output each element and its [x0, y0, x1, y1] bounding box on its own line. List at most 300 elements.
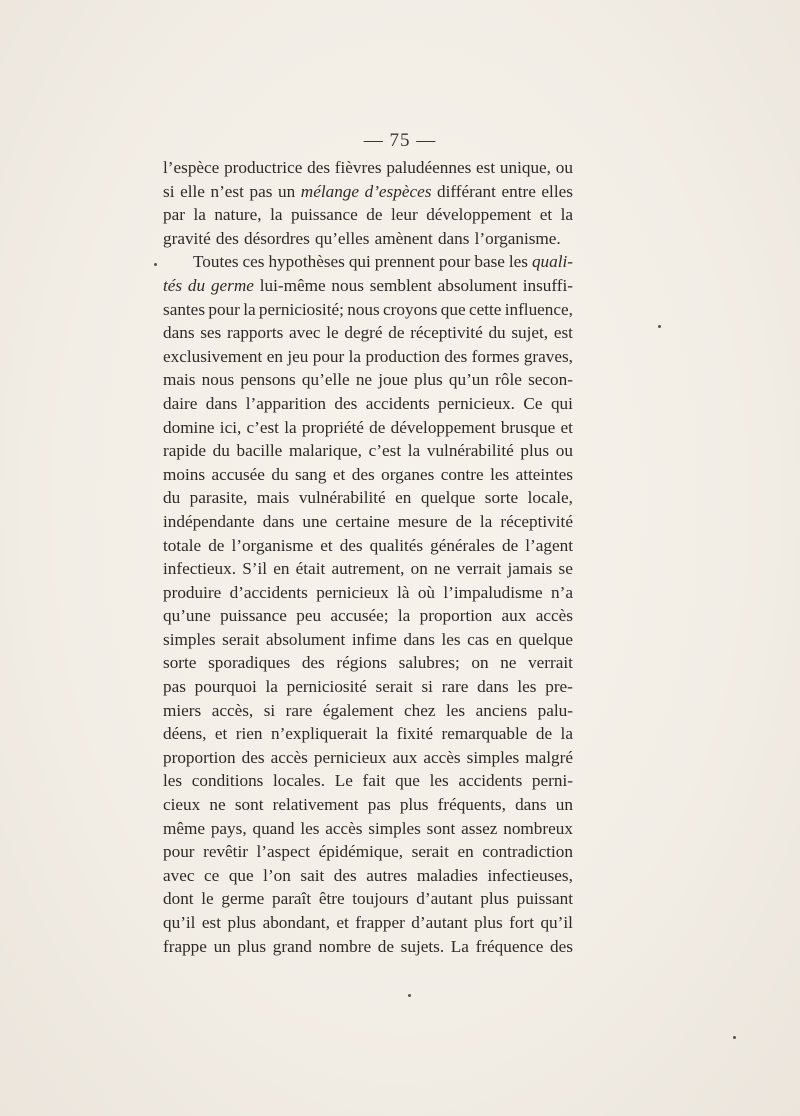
word: accès	[423, 747, 461, 767]
word: germe	[221, 889, 265, 909]
word: la	[193, 205, 206, 225]
word: rare	[441, 677, 469, 697]
italic-word: quali-	[531, 252, 573, 272]
word: les	[446, 700, 466, 720]
word: et	[336, 913, 349, 932]
word: degré	[344, 323, 383, 343]
word: quand	[252, 818, 295, 838]
word: qu’elles	[315, 228, 370, 248]
word: l’espèce	[163, 158, 220, 177]
word: de	[535, 724, 553, 744]
word: par	[163, 205, 185, 225]
word: leur	[390, 205, 418, 225]
word: semblent	[369, 275, 432, 295]
word: si	[163, 181, 175, 201]
word: pour	[312, 346, 345, 366]
word: qu’un	[448, 370, 489, 390]
word: accès	[535, 606, 573, 626]
word: revêtir	[203, 842, 248, 862]
word: en	[266, 346, 283, 366]
word: un	[213, 936, 231, 956]
word: de	[366, 205, 383, 225]
text-line	[163, 864, 573, 888]
text-line	[163, 368, 573, 392]
word: la	[270, 205, 283, 225]
word: joue	[378, 370, 408, 390]
word: ne	[434, 559, 451, 579]
word: la	[284, 417, 297, 437]
word: malarique,	[288, 441, 362, 461]
text-line	[163, 250, 573, 274]
word: amènent	[374, 228, 433, 248]
word: et	[560, 417, 573, 437]
text-line	[163, 581, 573, 605]
word: des	[351, 464, 375, 484]
word: accusée	[211, 464, 265, 484]
word: pernicieux	[316, 582, 389, 602]
word: paludéennes	[386, 158, 472, 177]
word: locales.	[273, 771, 326, 791]
text-line	[163, 817, 573, 841]
word: sont	[426, 818, 456, 838]
word: sang	[294, 464, 327, 484]
word: palu-	[537, 700, 573, 720]
word: nature,	[214, 205, 262, 225]
word: plus	[414, 370, 443, 390]
word: que	[228, 865, 254, 885]
word: c’est	[246, 417, 279, 437]
word: une	[302, 511, 328, 531]
text-line	[163, 675, 573, 699]
word: puissant	[516, 889, 573, 909]
word: grand	[272, 936, 312, 956]
word: relativement	[272, 795, 359, 815]
word: pas	[163, 677, 186, 697]
word: de	[208, 535, 225, 555]
word: dans	[403, 629, 435, 649]
word: là	[397, 582, 410, 602]
word: fait	[362, 771, 386, 791]
word: moins	[163, 464, 206, 484]
word: l’organisme	[231, 535, 314, 555]
word: secon-	[528, 370, 573, 390]
word: est	[553, 323, 573, 343]
word: nous	[201, 370, 235, 390]
margin-speck	[658, 325, 661, 328]
word: fort	[509, 913, 534, 932]
word: de	[369, 417, 386, 437]
word: dont	[163, 889, 194, 909]
word: influence,	[504, 299, 573, 319]
word: Le	[334, 771, 353, 791]
word: l’on	[263, 865, 291, 885]
word: n’est	[210, 181, 244, 201]
word: nous	[331, 275, 364, 295]
text-line	[163, 392, 573, 416]
word: parasite,	[189, 488, 248, 508]
word: réceptivité	[500, 511, 573, 531]
text-line	[163, 935, 573, 959]
word: domine	[163, 417, 215, 437]
word: développement	[426, 205, 532, 225]
word: pas	[249, 181, 273, 201]
word: serait	[375, 677, 413, 697]
word: pour	[438, 252, 471, 272]
word: formes	[471, 346, 520, 366]
word: accès,	[211, 700, 254, 720]
word: nombreux	[503, 818, 573, 838]
word: jamais	[507, 559, 553, 579]
word: proportion	[163, 747, 236, 767]
text-line	[163, 840, 573, 864]
word: en	[273, 559, 290, 579]
word: locale,	[527, 488, 573, 508]
word: des	[444, 346, 468, 366]
word: régions	[336, 653, 387, 673]
word: du	[212, 441, 230, 461]
word: puissance	[220, 606, 287, 626]
word: infime	[351, 629, 397, 649]
word: organes	[381, 464, 435, 484]
word: base	[474, 252, 505, 272]
word: pernicieux.	[438, 393, 515, 413]
word: rôle	[495, 370, 522, 390]
word: dans	[262, 511, 295, 531]
word: quelque	[420, 488, 476, 508]
word: les	[517, 677, 537, 697]
word: la	[265, 677, 278, 697]
word: n’expliquerait	[270, 724, 368, 744]
word: la	[348, 346, 362, 366]
word: abondant,	[262, 913, 330, 932]
word: elle	[180, 181, 205, 201]
word: qu’elle	[301, 370, 350, 390]
word: ce	[204, 865, 220, 885]
word: bacille	[236, 441, 283, 461]
word: la	[479, 511, 493, 531]
margin-speck	[154, 263, 157, 266]
italic-word: tés	[163, 275, 183, 295]
text-line	[163, 651, 573, 675]
body-text	[163, 156, 573, 958]
word: l’aspect	[256, 842, 310, 862]
word: frappe	[163, 936, 207, 956]
word: des	[550, 936, 573, 956]
text-line	[163, 439, 573, 463]
word: ne	[209, 795, 226, 815]
word: mais	[256, 488, 290, 508]
word: la	[407, 441, 421, 461]
word: plus	[480, 889, 509, 909]
word: en	[395, 488, 412, 508]
word: aux	[392, 747, 418, 767]
word: des	[334, 393, 358, 413]
word: lui-même	[259, 275, 326, 295]
word: et	[332, 464, 346, 484]
word: serait	[222, 629, 260, 649]
word: également	[322, 700, 394, 720]
word: autres	[366, 865, 408, 885]
text-line	[163, 628, 573, 652]
word: on	[471, 653, 489, 673]
word: rapide	[163, 441, 206, 461]
word: accidents	[458, 771, 523, 791]
word: rare	[285, 700, 313, 720]
word: atteintes	[515, 464, 573, 484]
word: vulnérabilité	[426, 441, 514, 461]
word: salubres;	[398, 653, 460, 673]
word: accès	[270, 747, 308, 767]
word: frapper	[355, 913, 405, 932]
word: qui	[348, 252, 371, 272]
page-number: — 75 —	[363, 130, 437, 151]
word: développement	[390, 417, 496, 437]
word: quelque	[518, 629, 573, 649]
word: des	[241, 747, 265, 767]
word: si	[421, 677, 433, 697]
word: l’organisme.	[474, 228, 561, 248]
word: fixité	[396, 724, 434, 744]
word: prennent	[374, 252, 435, 272]
word: ici,	[219, 417, 242, 437]
word: infectieux.	[163, 559, 237, 579]
word: réceptivité	[410, 323, 483, 343]
word: en	[457, 842, 474, 862]
word: d’accidents	[229, 582, 308, 602]
word: production	[365, 346, 440, 366]
word: sporadiques	[208, 653, 291, 673]
text-line	[163, 203, 573, 227]
word: pour	[208, 299, 240, 319]
word: aux	[501, 606, 527, 626]
word: les	[300, 818, 320, 838]
word: hypothèses	[268, 252, 345, 272]
word: désordres	[243, 228, 310, 248]
word: du	[163, 488, 181, 508]
word: dans	[205, 393, 238, 413]
word: de	[455, 511, 472, 531]
text-line	[163, 887, 573, 911]
word: plus	[520, 441, 550, 461]
text-line	[163, 321, 573, 345]
word: simples	[368, 818, 421, 838]
word: anciens	[475, 700, 528, 720]
word: santes	[163, 299, 206, 319]
word: un	[278, 181, 296, 201]
word: qu’il	[540, 913, 573, 932]
text-line	[163, 557, 573, 581]
word: plus	[227, 913, 257, 932]
word: certaine	[335, 511, 390, 531]
word: qui	[550, 393, 573, 413]
word: cas	[467, 629, 490, 649]
word: si	[263, 700, 276, 720]
word: sujets.	[400, 936, 445, 956]
word: qu’une	[163, 606, 211, 626]
word: était	[295, 559, 326, 579]
word: absolument	[265, 629, 346, 649]
word: miers	[163, 700, 202, 720]
text-line	[163, 722, 573, 746]
word: pas	[367, 795, 391, 815]
word: les	[441, 629, 461, 649]
word: ou	[555, 158, 573, 177]
word: pays,	[210, 818, 247, 838]
word: accès	[325, 818, 363, 838]
word: différant	[437, 181, 496, 201]
word: chez	[404, 700, 436, 720]
word: plus	[474, 913, 503, 932]
word: de	[388, 323, 405, 343]
word: insuffi-	[522, 275, 573, 295]
word: ces	[242, 252, 265, 272]
word: peu	[296, 606, 322, 626]
word: qu’il	[163, 913, 196, 932]
word: que	[440, 299, 466, 319]
word: épidémique,	[318, 842, 404, 862]
word: sorte	[163, 653, 197, 673]
text-line	[163, 180, 573, 204]
text-line	[163, 274, 573, 298]
word: des	[307, 158, 331, 177]
text-line	[163, 911, 573, 935]
word: sait	[300, 865, 325, 885]
word: perniciosité	[286, 677, 367, 697]
word: gravité	[163, 228, 211, 248]
word: de	[502, 535, 519, 555]
word: les	[429, 771, 449, 791]
text-line	[163, 746, 573, 770]
word: la	[375, 724, 389, 744]
word: cette	[468, 299, 502, 319]
word: mesure	[397, 511, 448, 531]
word: on	[410, 559, 428, 579]
text-line	[163, 486, 573, 510]
word: proportion	[419, 606, 493, 626]
word: S’il	[242, 559, 268, 579]
word: générales	[430, 535, 495, 555]
word: assez	[461, 818, 498, 838]
word: maladies	[416, 865, 478, 885]
word: plus	[399, 795, 429, 815]
word: simples	[466, 747, 520, 767]
word: remarquable	[441, 724, 528, 744]
word: daire	[163, 393, 198, 413]
word: déens,	[163, 724, 207, 744]
word: pre-	[545, 677, 573, 697]
text-line	[163, 227, 573, 251]
word: fréquents,	[437, 795, 506, 815]
text-line	[163, 793, 573, 817]
word: vulnérabilité	[298, 488, 386, 508]
word: l’apparition	[245, 393, 326, 413]
word: et	[320, 535, 333, 555]
text-line	[163, 699, 573, 723]
word: ses	[200, 323, 222, 343]
word: et	[214, 724, 228, 744]
italic-word: d’espèces	[364, 181, 432, 201]
word: dans	[437, 228, 470, 248]
word: dans	[163, 323, 195, 343]
word: nous	[347, 299, 380, 319]
word: nombre	[318, 936, 372, 956]
word: les	[163, 771, 183, 791]
word: l’impaludisme	[443, 582, 543, 602]
word: productrice	[224, 158, 303, 177]
word: brusque	[500, 417, 556, 437]
word: sujet,	[511, 323, 549, 343]
word: autrement,	[331, 559, 405, 579]
word: infectieuses,	[487, 865, 573, 885]
word: ou	[555, 441, 573, 461]
word: jeu	[287, 346, 309, 366]
word: accidents	[365, 393, 430, 413]
text-line	[163, 510, 573, 534]
word: entre	[501, 181, 536, 201]
word: La	[450, 936, 469, 956]
word: l’agent	[525, 535, 573, 555]
word: verrait	[456, 559, 502, 579]
word: le	[201, 889, 214, 909]
word: avec	[163, 865, 195, 885]
word: simples	[163, 629, 216, 649]
word: fièvres	[334, 158, 382, 177]
margin-speck	[408, 994, 411, 997]
text-line	[163, 416, 573, 440]
word: contre	[440, 464, 484, 484]
word: des	[339, 535, 363, 555]
word: où	[417, 582, 436, 602]
word: accusée;	[330, 606, 389, 626]
word: un	[555, 795, 573, 815]
word: les	[490, 464, 510, 484]
text-line	[163, 769, 573, 793]
word: des	[333, 865, 357, 885]
word: c’est	[368, 441, 402, 461]
word: sorte	[484, 488, 519, 508]
word: serait	[411, 842, 449, 862]
word: pensons	[240, 370, 296, 390]
word: se	[558, 559, 573, 579]
word: les	[508, 252, 528, 272]
word: cieux	[163, 795, 201, 815]
word: verrait	[528, 653, 573, 673]
word: des	[215, 228, 239, 248]
word: la	[243, 299, 256, 319]
word: pour	[163, 842, 195, 862]
italic-word: germe	[210, 275, 254, 295]
word: qualités	[369, 535, 424, 555]
text-line	[163, 298, 573, 322]
word: propriété	[301, 417, 364, 437]
word: et	[539, 205, 553, 225]
word: unique,	[499, 158, 551, 177]
word: pernicieux	[313, 747, 387, 767]
word: Ce	[523, 393, 543, 413]
word: est	[476, 158, 496, 177]
word: que	[395, 771, 420, 791]
word: indépendante	[163, 511, 255, 531]
word: dans	[515, 795, 547, 815]
word: Toutes	[193, 252, 239, 272]
word: paraît	[271, 889, 312, 909]
word: dans	[477, 677, 509, 697]
word: absolument	[437, 275, 517, 295]
word: croyons	[383, 299, 438, 319]
word: avec	[289, 323, 321, 343]
word: du	[488, 323, 506, 343]
word: perni-	[531, 771, 573, 791]
